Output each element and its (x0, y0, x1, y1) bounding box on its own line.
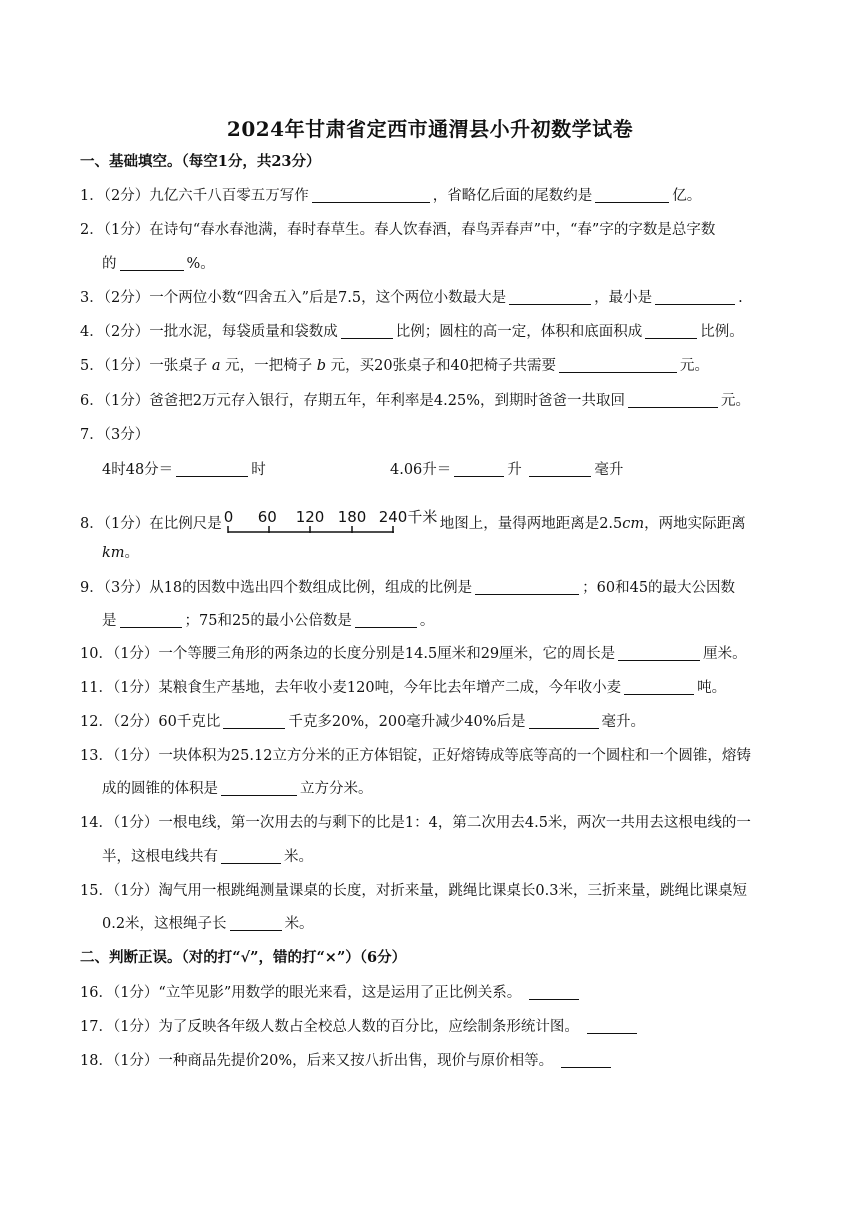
question-9: 9．（3分）从18的因数中选出四个数组成比例，组成的比例是 ；60和45的最大公因数 (80, 580, 736, 596)
answer-blank[interactable] (509, 289, 591, 305)
section-1-heading: 一、基础填空。（每空1分，共23分） (80, 153, 321, 170)
question-10: 10．（1分）一个等腰三角形的两条边的长度分别是14.5厘米和29厘米，它的周长是 厘米。 (80, 646, 747, 662)
question-16: 16．（1分）“立竿见影”用数学的眼光来看，这是运用了正比例关系。 (80, 983, 780, 1003)
question-5: 5．（1分）一张桌子 a 元，一把椅子 b 元，买20张桌子和40把椅子共需要 元。 (80, 358, 709, 374)
answer-blank[interactable] (355, 612, 417, 628)
question-6: 6．（1分）爸爸把2万元存入银行，存期五年，年利率是4.25%，到期时爸爸一共取回 元。 (80, 393, 750, 409)
answer-blank[interactable] (312, 187, 430, 203)
scale-label: 0 (223, 508, 234, 526)
answer-blank[interactable] (230, 915, 282, 931)
scale-label: 180 (337, 508, 367, 526)
question-11: 11．（1分）某粮食生产基地，去年收小麦120吨，今年比去年增产二成，今年收小麦 吨。 (80, 680, 727, 696)
answer-blank[interactable] (176, 461, 248, 477)
scale-label: 240千米 (378, 508, 438, 526)
question-1: 1．（2分）九亿六千八百零五万写作 ，省略亿后面的尾数约是 亿。 (80, 188, 702, 204)
answer-blank[interactable] (221, 780, 297, 796)
answer-blank[interactable] (624, 679, 694, 695)
question-14: 14．（1分）一根电线，第一次用去的与剩下的比是1：4，第二次用去4.5米，两次一共用去这根电线的一 (80, 815, 751, 831)
question-15-cont: 0.2米，这根绳子长 米。 (102, 916, 314, 932)
answer-blank[interactable] (529, 984, 579, 1000)
answer-blank[interactable] (561, 1052, 611, 1068)
answer-blank[interactable] (628, 392, 718, 408)
question-7-parts: 4时48分＝ 时 4.06升＝ 升 毫升 (102, 462, 624, 478)
section-2-heading: 二、判断正误。（对的打“√”，错的打“×”）（6分） (80, 949, 407, 966)
answer-blank[interactable] (120, 612, 182, 628)
scale-bar (223, 508, 438, 536)
answer-blank[interactable] (475, 579, 579, 595)
question-13: 13．（1分）一块体积为25.12立方分米的正方体铝锭，正好熔铸成等底等高的一个圆柱和一个圆锥，熔铸 (80, 748, 751, 764)
answer-blank[interactable] (587, 1018, 637, 1034)
answer-blank[interactable] (595, 187, 669, 203)
answer-blank[interactable] (223, 713, 285, 729)
answer-blank[interactable] (655, 289, 735, 305)
answer-blank[interactable] (341, 323, 393, 339)
answer-blank[interactable] (618, 645, 700, 661)
question-13-cont: 成的圆锥的体积是 立方分米。 (102, 781, 373, 797)
question-2-cont: 的 %。 (102, 256, 215, 272)
answer-blank[interactable] (120, 255, 184, 271)
question-8-cont: km。 (102, 545, 140, 561)
answer-blank[interactable] (529, 461, 591, 477)
question-3: 3．（2分）一个两位小数“四舍五入”后是7.5，这个两位小数最大是 ，最小是 . (80, 290, 743, 306)
answer-blank[interactable] (559, 357, 677, 373)
question-17: 17．（1分）为了反映各年级人数占全校总人数的百分比，应绘制条形统计图。 (80, 1017, 780, 1037)
question-4: 4．（2分）一批水泥，每袋质量和袋数成 比例；圆柱的高一定，体积和底面积成 比例。 (80, 324, 744, 340)
question-2: 2．（1分）在诗句“春水春池满，春时春草生。春人饮春酒，春鸟弄春声”中，“春”字的字数是总字数 (80, 222, 716, 238)
question-8: 8．（1分）在比例尺是 0 60 120 180 240千米 地图上，量得两地距离是2.5cm，两地实际距离 (80, 510, 780, 536)
question-7: 7．（3分） (80, 427, 150, 443)
question-14-cont: 半，这根电线共有 米。 (102, 849, 313, 865)
page-title: 2024年甘肃省定西市通渭县小升初数学试卷 (226, 117, 634, 141)
answer-blank[interactable] (454, 461, 504, 477)
question-18: 18．（1分）一种商品先提价20%，后来又按八折出售，现价与原价相等。 (80, 1051, 780, 1071)
answer-blank[interactable] (529, 713, 599, 729)
question-9-cont: 是 ；75和25的最小公倍数是 。 (102, 613, 435, 629)
answer-blank[interactable] (221, 848, 281, 864)
scale-label: 60 (257, 508, 277, 526)
answer-blank[interactable] (645, 323, 697, 339)
question-12: 12．（2分）60千克比 千克多20%，200毫升减少40%后是 毫升。 (80, 714, 646, 730)
scale-label: 120 (295, 508, 325, 526)
question-15: 15．（1分）淘气用一根跳绳测量课桌的长度，对折来量，跳绳比课桌长0.3米，三折来量，跳绳比课桌短 (80, 883, 747, 899)
